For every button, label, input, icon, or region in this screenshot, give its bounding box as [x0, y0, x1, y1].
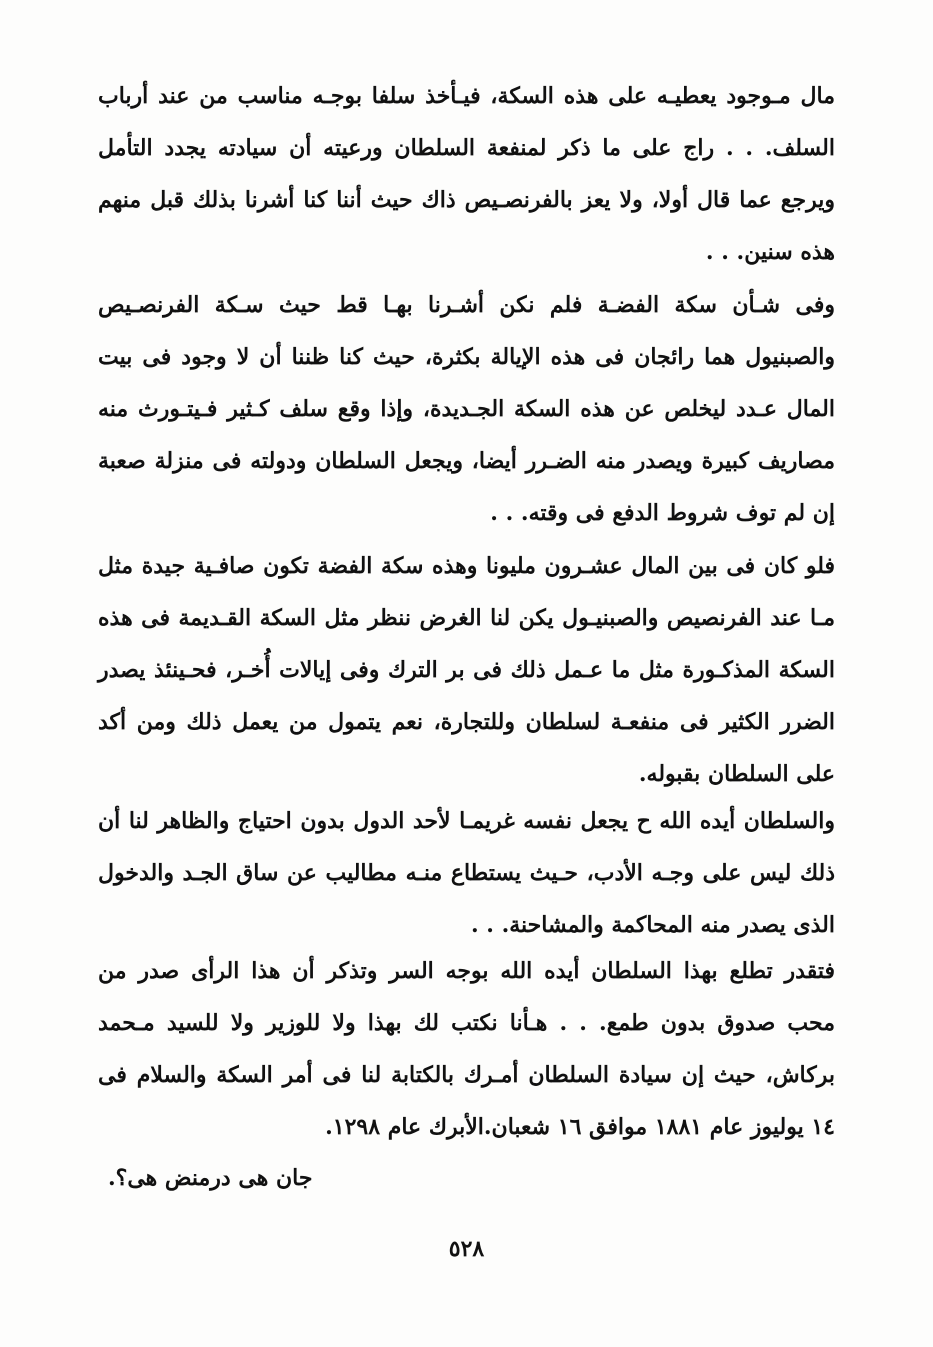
paragraph-text: والسلطان أيده الله ح يجعل نفسه غريمـا لأحد الدول بدون احتياج والظاهر لنا أن ذلك ليس على وجـه الأدب، حـيث يستطاع منـه مطاليب عن ساق الجـد والدخول الذى يصدر منه المحاكمة والمشاحنة. . . [98, 808, 835, 938]
paragraph-4 [98, 795, 835, 951]
page-number: ٥٢٨ [448, 1236, 485, 1262]
paragraph-1 [98, 70, 835, 278]
paragraph-text: وفى شـأن سكة الفضـة فلم نكن أشـرنا بهـا قط حيث سـكة الفرنصـيص والصبنيول هما رائجان فى هذه الإيالة بكثرة، حيث كنا ظننا أن لا وجود فى بيت المال عـدد ليخلص عن هذه السكة الجـديدة، وإذا وقع سلف كـثير فـيتـورث منه مصاريف كبيرة ويصدر منه الضـرر أيضا، ويجعل السلطان ودولته فى منزلة صعبة إن لم توف شروط الدفع فى وقته. . . [98, 292, 835, 526]
paragraph-text: فتقدر تطلع بهذا السلطان أيده الله بوجه السر وتذكر أن هذا الرأى صدر من محب صدوق بدون طمع. . . هـأنا نكتب لك بهذا ولا للوزير ولا للسيد مـحمد بركاش، حيث إن سيادة السلطان أمـرك بالكتابة لنا فى أمر السكة والسلام فى ١٤ يوليوز عام ١٨٨١ موافق ١٦ شعبان.الأبرك عام ١٢٩٨. [98, 958, 835, 1140]
paragraph-2 [98, 279, 835, 539]
paragraph-5 [98, 945, 835, 1153]
signature-text: جان هى درمنض هى؟. [108, 1165, 313, 1191]
signature-line [98, 1152, 835, 1204]
paragraph-text: مال مـوجود يعطيـه على هذه السكة، فيـأخذ سلفا بوجـه مناسب من عند أرباب السلف. . . راج على ما ذكر لمنفعة السلطان ورعيته أن سيادته يجدد التأمل ويرجع عما قال أولا، ولا يعز بالفرنصـيص ذاك حيث أننا كنا أشرنا بذلك قبل منهم هذه سنين. . . [98, 83, 835, 265]
paragraph-text: فلو كان فى بين المال عشـرون مليونا وهذه سكة الفضة تكون صافـية جيدة مثل مـا عند الفرنصيص والصبنيـول يكن لنا الغرض ننظر مثل السكة القـديمة فى هذه السكة المذكـورة مثل ما عـمل ذلك فى بر الترك وفى إيالات أُخـر، فحـينئذ يصدر الضرر الكثير فى منفعـة لسلطان وللتجارة، نعم يتمول من يعمل ذلك ومن أكد على السلطان بقبوله. [98, 553, 835, 787]
paragraph-3 [98, 540, 835, 800]
